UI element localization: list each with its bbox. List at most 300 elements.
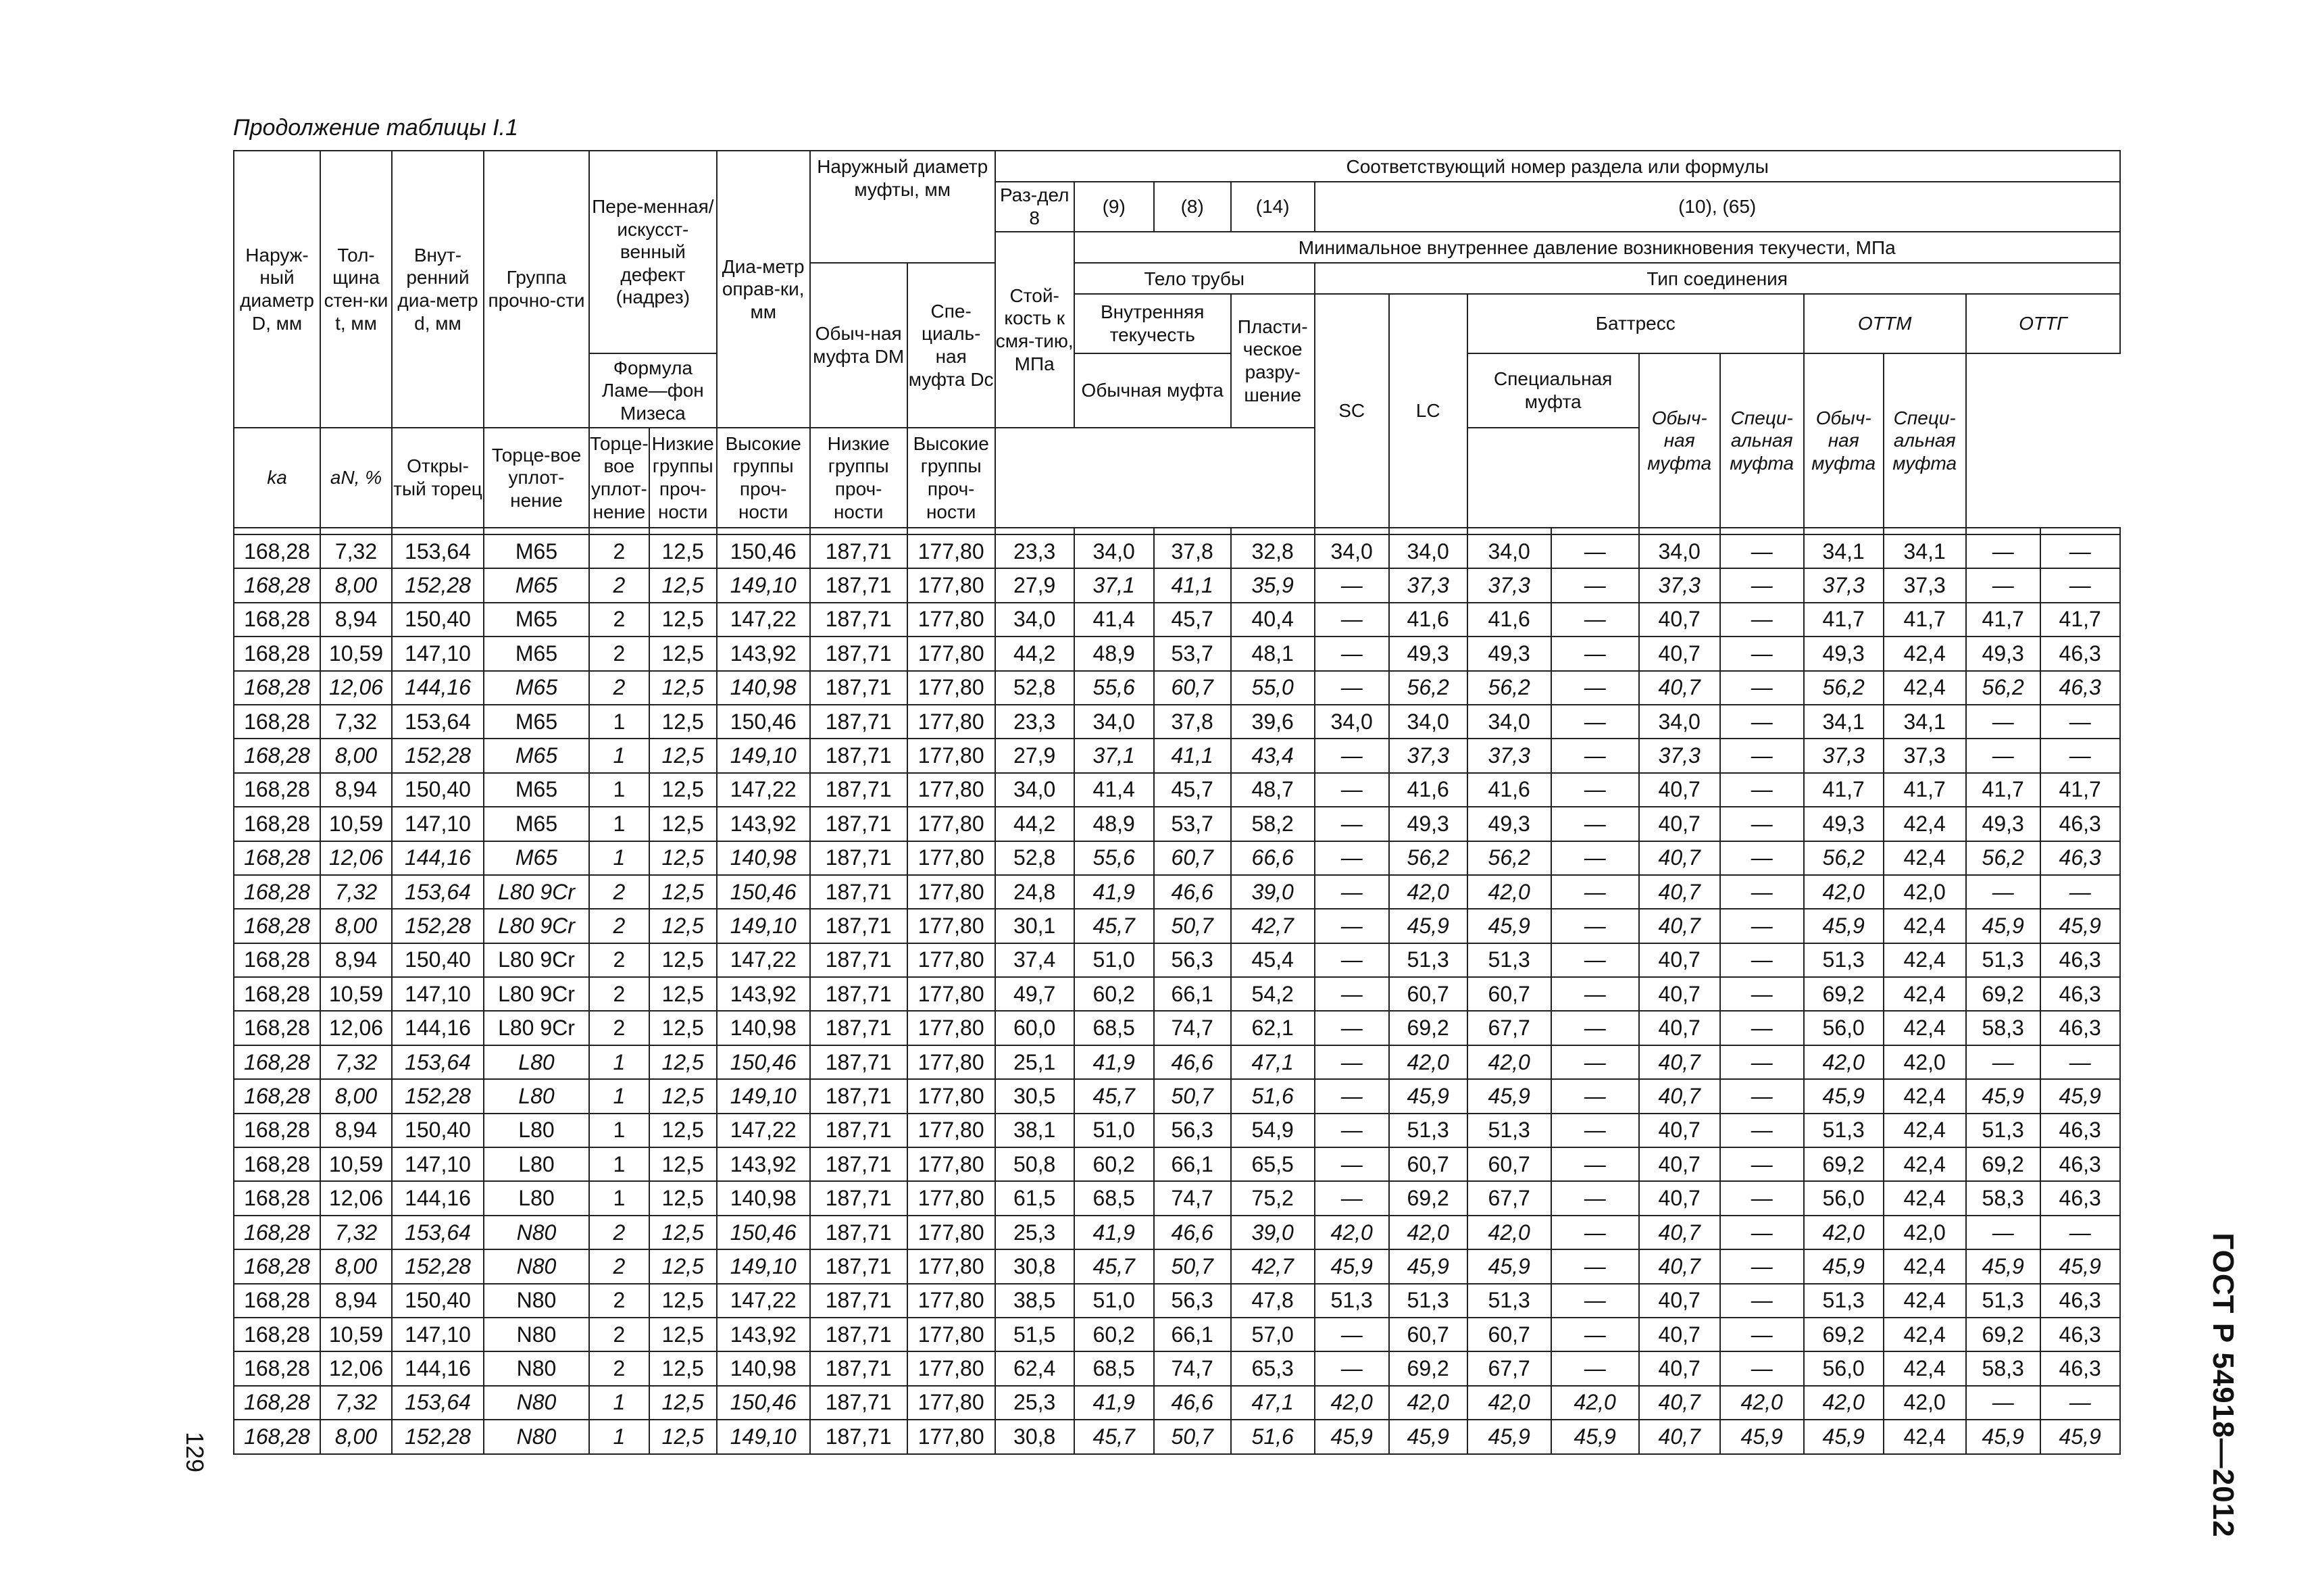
table-cell: — — [1315, 568, 1389, 602]
table-cell: 12,06 — [320, 1351, 392, 1385]
table-cell: 51,3 — [1389, 943, 1467, 977]
table-cell: — — [1720, 568, 1804, 602]
table-cell: N80 — [484, 1216, 589, 1249]
table-cell: 69,2 — [1389, 1181, 1467, 1215]
table-cell: 12,5 — [649, 1079, 717, 1113]
table-cell: 40,7 — [1639, 1284, 1720, 1318]
table-cell: 168,28 — [234, 1420, 320, 1453]
table-cell: — — [1315, 977, 1389, 1011]
table-cell: 177,80 — [907, 637, 995, 670]
table-cell: 7,32 — [320, 1216, 392, 1249]
table-cell: 168,28 — [234, 739, 320, 772]
table-cell: 38,5 — [995, 1284, 1074, 1318]
table-cell: 47,1 — [1231, 1386, 1315, 1420]
table-row — [234, 841, 2120, 875]
table-cell: — — [1720, 739, 1804, 772]
table-cell: 41,7 — [1966, 773, 2040, 807]
table-cell: 41,4 — [1074, 603, 1154, 637]
table-cell: — — [2040, 568, 2120, 602]
table-row — [234, 1420, 2120, 1453]
hdr-ottm-reg: Обыч-ная муфта — [1639, 353, 1720, 528]
table-cell: — — [1551, 841, 1639, 875]
table-cell: 24,8 — [995, 875, 1074, 909]
table-cell: 69,2 — [1966, 977, 2040, 1011]
table-cell: — — [1315, 1045, 1389, 1079]
table-cell: 150,46 — [717, 1216, 810, 1249]
table-row — [234, 637, 2120, 670]
table-cell: 49,3 — [1966, 637, 2040, 670]
table-cell: 37,3 — [1389, 568, 1467, 602]
table-cell: 51,3 — [1804, 1284, 1884, 1318]
table-cell: 177,80 — [907, 1147, 995, 1181]
table-cell: 46,3 — [2040, 671, 2120, 705]
table-cell: — — [1315, 1114, 1389, 1147]
table-cell: 2 — [589, 1249, 649, 1283]
table-cell: 177,80 — [907, 977, 995, 1011]
table-cell: 51,5 — [995, 1318, 1074, 1351]
table-cell: 2 — [589, 1351, 649, 1385]
table-cell: 152,28 — [392, 568, 484, 602]
table-row — [234, 1147, 2120, 1181]
table-cell: 187,71 — [810, 1147, 907, 1181]
table-cell: M65 — [484, 773, 589, 807]
table-cell: 42,4 — [1884, 637, 1966, 670]
table-cell: 34,0 — [995, 773, 1074, 807]
table-cell: 47,8 — [1231, 1284, 1315, 1318]
table-row — [234, 739, 2120, 772]
table-row — [234, 1249, 2120, 1283]
table-body — [234, 534, 2120, 1454]
table-cell: 40,7 — [1639, 841, 1720, 875]
table-cell: 153,64 — [392, 1216, 484, 1249]
table-cell: 187,71 — [810, 1351, 907, 1385]
table-cell: 177,80 — [907, 1216, 995, 1249]
table-cell: 168,28 — [234, 1147, 320, 1181]
table-cell: 144,16 — [392, 671, 484, 705]
table-cell: 168,28 — [234, 1011, 320, 1045]
table-cell: 168,28 — [234, 1351, 320, 1385]
table-cell: 45,9 — [1720, 1420, 1804, 1453]
data-table-wrapper — [233, 150, 2121, 1455]
table-cell: 40,7 — [1639, 1420, 1720, 1453]
table-cell: — — [1720, 637, 1804, 670]
table-cell: 187,71 — [810, 603, 907, 637]
table-cell: 41,4 — [1074, 773, 1154, 807]
table-cell: L80 9Cr — [484, 875, 589, 909]
table-cell: — — [1315, 603, 1389, 637]
table-cell: 177,80 — [907, 739, 995, 772]
table-cell: 57,0 — [1231, 1318, 1315, 1351]
table-cell: 46,3 — [2040, 637, 2120, 670]
hdr-inner-diameter: Внут-ренний диа-метр d, мм — [392, 151, 484, 428]
table-cell: 42,4 — [1884, 807, 1966, 841]
table-cell: 56,2 — [1966, 671, 2040, 705]
table-cell: 7,32 — [320, 1045, 392, 1079]
table-cell: — — [1720, 1284, 1804, 1318]
table-cell: N80 — [484, 1351, 589, 1385]
table-cell: 2 — [589, 1284, 649, 1318]
table-cell: 51,3 — [1389, 1284, 1467, 1318]
table-cell: 60,2 — [1074, 1318, 1154, 1351]
table-cell: 55,6 — [1074, 841, 1154, 875]
table-cell: — — [1720, 841, 1804, 875]
table-cell: M65 — [484, 807, 589, 841]
table-cell: 45,9 — [1467, 1249, 1551, 1283]
table-cell: L80 9Cr — [484, 909, 589, 943]
table-cell: 41,9 — [1074, 1045, 1154, 1079]
table-cell: 10,59 — [320, 637, 392, 670]
table-cell: 34,0 — [1315, 534, 1389, 568]
table-cell: 177,80 — [907, 841, 995, 875]
table-cell: 40,7 — [1639, 671, 1720, 705]
table-cell: 62,1 — [1231, 1011, 1315, 1045]
table-cell: — — [1720, 1045, 1804, 1079]
table-cell: 168,28 — [234, 1249, 320, 1283]
table-cell: 42,4 — [1884, 909, 1966, 943]
table-cell: 37,3 — [1804, 568, 1884, 602]
table-cell: 168,28 — [234, 1284, 320, 1318]
table-cell: 39,6 — [1231, 705, 1315, 739]
table-cell: 152,28 — [392, 1249, 484, 1283]
table-cell: 2 — [589, 637, 649, 670]
table-cell: — — [1720, 807, 1804, 841]
table-cell: — — [1720, 773, 1804, 807]
table-cell: 168,28 — [234, 977, 320, 1011]
table-cell: 8,00 — [320, 568, 392, 602]
table-cell: 168,28 — [234, 705, 320, 739]
table-cell: 56,3 — [1154, 1114, 1231, 1147]
table-cell: 45,9 — [1804, 1079, 1884, 1113]
table-cell: 140,98 — [717, 1351, 810, 1385]
standard-designation: ГОСТ Р 54918—2012 — [2207, 1232, 2240, 1538]
table-cell: 47,1 — [1231, 1045, 1315, 1079]
table-cell: 1 — [589, 705, 649, 739]
table-cell: — — [1720, 909, 1804, 943]
table-cell: M65 — [484, 671, 589, 705]
table-cell: 25,3 — [995, 1386, 1074, 1420]
table-cell: — — [1720, 875, 1804, 909]
table-cell: 168,28 — [234, 875, 320, 909]
table-cell: 149,10 — [717, 1249, 810, 1283]
table-cell: 52,8 — [995, 671, 1074, 705]
table-cell: 177,80 — [907, 671, 995, 705]
table-cell: — — [1315, 1181, 1389, 1215]
table-cell: 51,0 — [1074, 1284, 1154, 1318]
table-cell: 12,5 — [649, 637, 717, 670]
table-cell: 42,4 — [1884, 1079, 1966, 1113]
table-cell: 34,1 — [1804, 534, 1884, 568]
table-cell: 42,7 — [1231, 1249, 1315, 1283]
table-cell: 56,2 — [1389, 671, 1467, 705]
hdr-sec8: Раз-дел 8 — [995, 182, 1074, 232]
hdr-f14: (14) — [1231, 182, 1315, 232]
table-cell: 34,0 — [1074, 534, 1154, 568]
table-cell: 187,71 — [810, 1420, 907, 1453]
table-cell: 40,7 — [1639, 807, 1720, 841]
table-cell: 42,4 — [1884, 1420, 1966, 1453]
table-cell: — — [1315, 1011, 1389, 1045]
hdr-low-grp2: Низкие группы проч-ности — [810, 428, 907, 528]
table-cell: 41,1 — [1154, 568, 1231, 602]
table-cell: 12,5 — [649, 1011, 717, 1045]
table-row — [234, 1351, 2120, 1385]
table-cell: 51,3 — [1804, 943, 1884, 977]
table-cell: 37,3 — [1467, 739, 1551, 772]
table-cell: 45,9 — [1966, 1420, 2040, 1453]
table-cell: 45,9 — [1966, 1079, 2040, 1113]
table-cell: 49,7 — [995, 977, 1074, 1011]
table-cell: 1 — [589, 1147, 649, 1181]
table-cell: 1 — [589, 841, 649, 875]
table-cell: 60,7 — [1389, 977, 1467, 1011]
table-cell: 147,10 — [392, 1147, 484, 1181]
table-cell: N80 — [484, 1420, 589, 1453]
table-cell: — — [1315, 841, 1389, 875]
table-cell: 187,71 — [810, 1284, 907, 1318]
hdr-section-ref: Соответствующий номер раздела или формулы — [995, 151, 2120, 182]
table-cell: 12,5 — [649, 773, 717, 807]
table-cell: 55,0 — [1231, 671, 1315, 705]
table-cell: 50,7 — [1154, 1420, 1231, 1453]
table-cell: 51,3 — [1966, 1284, 2040, 1318]
table-cell: 140,98 — [717, 841, 810, 875]
table-cell: 168,28 — [234, 671, 320, 705]
table-row — [234, 1181, 2120, 1215]
table-cell: 37,3 — [1389, 739, 1467, 772]
table-cell: 35,9 — [1231, 568, 1315, 602]
table-cell: — — [1315, 1351, 1389, 1385]
table-cell: 41,6 — [1389, 773, 1467, 807]
table-cell: 40,7 — [1639, 977, 1720, 1011]
table-cell: 41,6 — [1389, 603, 1467, 637]
table-cell: 147,22 — [717, 1284, 810, 1318]
hdr-min-pressure: Минимальное внутреннее давление возникновения текучести, МПа — [1074, 232, 2120, 263]
table-cell: 69,2 — [1966, 1318, 2040, 1351]
table-cell: 32,8 — [1231, 534, 1315, 568]
table-cell: 8,00 — [320, 1079, 392, 1113]
table-cell: 147,22 — [717, 1114, 810, 1147]
table-cell: — — [1720, 1079, 1804, 1113]
table-cell: — — [1720, 1351, 1804, 1385]
table-cell: 60,7 — [1154, 841, 1231, 875]
table-cell: — — [1551, 1351, 1639, 1385]
table-cell: 45,9 — [1551, 1420, 1639, 1453]
hdr-wall: Тол-щина стен-ки t, мм — [320, 151, 392, 428]
table-cell: 8,00 — [320, 739, 392, 772]
hdr-group: Группа прочно-сти — [484, 151, 589, 428]
table-cell: 2 — [589, 671, 649, 705]
table-cell: 168,28 — [234, 637, 320, 670]
table-cell: 12,06 — [320, 671, 392, 705]
table-cell: — — [1720, 1216, 1804, 1249]
table-cell: 177,80 — [907, 1420, 995, 1453]
table-cell: 46,3 — [2040, 977, 2120, 1011]
table-cell: — — [1966, 1216, 2040, 1249]
table-cell: 40,7 — [1639, 1318, 1720, 1351]
table-cell: 45,9 — [1467, 909, 1551, 943]
table-cell: — — [1551, 909, 1639, 943]
table-cell: 41,6 — [1467, 773, 1551, 807]
table-cell: 153,64 — [392, 1045, 484, 1079]
table-cell: 12,5 — [649, 1318, 717, 1351]
table-cell: 23,3 — [995, 705, 1074, 739]
table-cell: 42,0 — [1884, 875, 1966, 909]
table-cell: 187,71 — [810, 705, 907, 739]
table-cell: 51,0 — [1074, 1114, 1154, 1147]
table-cell: — — [1551, 1284, 1639, 1318]
table-cell: 153,64 — [392, 1386, 484, 1420]
table-cell: — — [1315, 807, 1389, 841]
table-cell: — — [1551, 1216, 1639, 1249]
table-cell: — — [1966, 705, 2040, 739]
table-cell: 8,94 — [320, 773, 392, 807]
table-cell: 12,5 — [649, 1249, 717, 1283]
table-cell: 55,6 — [1074, 671, 1154, 705]
table-cell: 68,5 — [1074, 1351, 1154, 1385]
table-cell: L80 9Cr — [484, 977, 589, 1011]
table-cell: 149,10 — [717, 568, 810, 602]
hdr-high-grp: Высокие группы проч-ности — [717, 428, 810, 528]
table-cell: 27,9 — [995, 739, 1074, 772]
table-row — [234, 1318, 2120, 1351]
table-cell: 37,3 — [1884, 568, 1966, 602]
table-row — [234, 568, 2120, 602]
table-cell: 68,5 — [1074, 1011, 1154, 1045]
table-cell: 41,7 — [1884, 603, 1966, 637]
table-cell: 43,4 — [1231, 739, 1315, 772]
table-cell: 177,80 — [907, 1386, 995, 1420]
table-cell: 40,7 — [1639, 1147, 1720, 1181]
table-cell: 51,3 — [1467, 1284, 1551, 1318]
table-cell: — — [1551, 1114, 1639, 1147]
table-cell: 67,7 — [1467, 1351, 1551, 1385]
table-cell: 42,4 — [1884, 1318, 1966, 1351]
table-cell: 152,28 — [392, 909, 484, 943]
table-cell: — — [1720, 603, 1804, 637]
table-cell: 37,3 — [1467, 568, 1551, 602]
table-cell: 45,7 — [1074, 909, 1154, 943]
table-cell: 10,59 — [320, 807, 392, 841]
table-cell: 46,6 — [1154, 1216, 1231, 1249]
table-row — [234, 773, 2120, 807]
table-cell: 40,7 — [1639, 773, 1720, 807]
hdr-ottg-spec: Специ-альная муфта — [1884, 353, 1966, 528]
table-cell: 27,9 — [995, 568, 1074, 602]
table-cell: 12,06 — [320, 1181, 392, 1215]
hdr-open-end: Откры-тый торец — [392, 428, 484, 528]
table-cell: 46,6 — [1154, 1386, 1231, 1420]
table-cell: 45,9 — [1467, 1079, 1551, 1113]
table-cell: — — [1551, 637, 1639, 670]
table-cell: 34,0 — [1639, 705, 1720, 739]
hdr-an — [320, 428, 392, 528]
table-cell: 51,3 — [1966, 1114, 2040, 1147]
table-cell: 51,3 — [1467, 1114, 1551, 1147]
table-cell: — — [1966, 739, 2040, 772]
table-cell: 56,3 — [1154, 943, 1231, 977]
table-cell: M65 — [484, 568, 589, 602]
table-cell: 58,3 — [1966, 1011, 2040, 1045]
table-cell: 56,2 — [1966, 841, 2040, 875]
table-cell: 2 — [589, 977, 649, 1011]
table-cell: 177,80 — [907, 1284, 995, 1318]
table-cell: 147,22 — [717, 943, 810, 977]
table-cell: 37,8 — [1154, 705, 1231, 739]
table-cell: 51,3 — [1315, 1284, 1389, 1318]
table-cell: 153,64 — [392, 534, 484, 568]
table-cell: 56,2 — [1467, 841, 1551, 875]
table-cell: 2 — [589, 603, 649, 637]
table-cell: 177,80 — [907, 603, 995, 637]
hdr-plastic: Пласти-ческое разру-шение — [1231, 294, 1315, 428]
table-cell: 1 — [589, 1420, 649, 1453]
table-cell: 42,0 — [1389, 1386, 1467, 1420]
table-cell: 40,7 — [1639, 1386, 1720, 1420]
page-number: 129 — [181, 1432, 209, 1473]
table-cell: 168,28 — [234, 534, 320, 568]
table-cell: — — [1551, 807, 1639, 841]
table-cell: — — [2040, 739, 2120, 772]
table-cell: 42,4 — [1884, 841, 1966, 875]
table-cell: 37,3 — [1884, 739, 1966, 772]
table-cell: 51,3 — [1804, 1114, 1884, 1147]
table-cell: 149,10 — [717, 1420, 810, 1453]
table-cell: M65 — [484, 841, 589, 875]
table-cell: 45,4 — [1231, 943, 1315, 977]
table-cell: 42,0 — [1804, 875, 1884, 909]
table-cell: 150,40 — [392, 943, 484, 977]
table-cell: 12,06 — [320, 841, 392, 875]
table-cell: 168,28 — [234, 807, 320, 841]
table-cell: 58,2 — [1231, 807, 1315, 841]
table-cell: 7,32 — [320, 534, 392, 568]
table-cell: 62,4 — [995, 1351, 1074, 1385]
table-cell: 42,0 — [1804, 1386, 1884, 1420]
table-cell: — — [1551, 773, 1639, 807]
table-cell: 8,94 — [320, 1114, 392, 1147]
table-cell: 12,5 — [649, 603, 717, 637]
table-cell: 1 — [589, 1079, 649, 1113]
table-cell: 65,5 — [1231, 1147, 1315, 1181]
table-cell: — — [1315, 1079, 1389, 1113]
table-cell: 177,80 — [907, 1249, 995, 1283]
table-cell: 187,71 — [810, 671, 907, 705]
table-cell: 152,28 — [392, 1420, 484, 1453]
table-cell: 48,1 — [1231, 637, 1315, 670]
table-cell: — — [1720, 705, 1804, 739]
table-cell: 34,0 — [1639, 534, 1720, 568]
table-cell: — — [1551, 739, 1639, 772]
table-cell: 60,7 — [1467, 1318, 1551, 1351]
table-cell: 177,80 — [907, 807, 995, 841]
table-cell: — — [1315, 671, 1389, 705]
table-cell: 12,5 — [649, 1045, 717, 1079]
table-row — [234, 1114, 2120, 1147]
hdr-ka-text: ka — [267, 467, 287, 489]
table-cell: 40,4 — [1231, 603, 1315, 637]
table-cell: 1 — [589, 1181, 649, 1215]
table-cell: 50,8 — [995, 1147, 1074, 1181]
table-cell: 168,28 — [234, 773, 320, 807]
table-cell: N80 — [484, 1249, 589, 1283]
table-cell: — — [1720, 1318, 1804, 1351]
table-cell: 187,71 — [810, 568, 907, 602]
table-cell: 8,00 — [320, 909, 392, 943]
table-cell: 187,71 — [810, 739, 907, 772]
table-cell: 58,3 — [1966, 1351, 2040, 1385]
table-cell: 147,22 — [717, 773, 810, 807]
table-cell: — — [2040, 1045, 2120, 1079]
